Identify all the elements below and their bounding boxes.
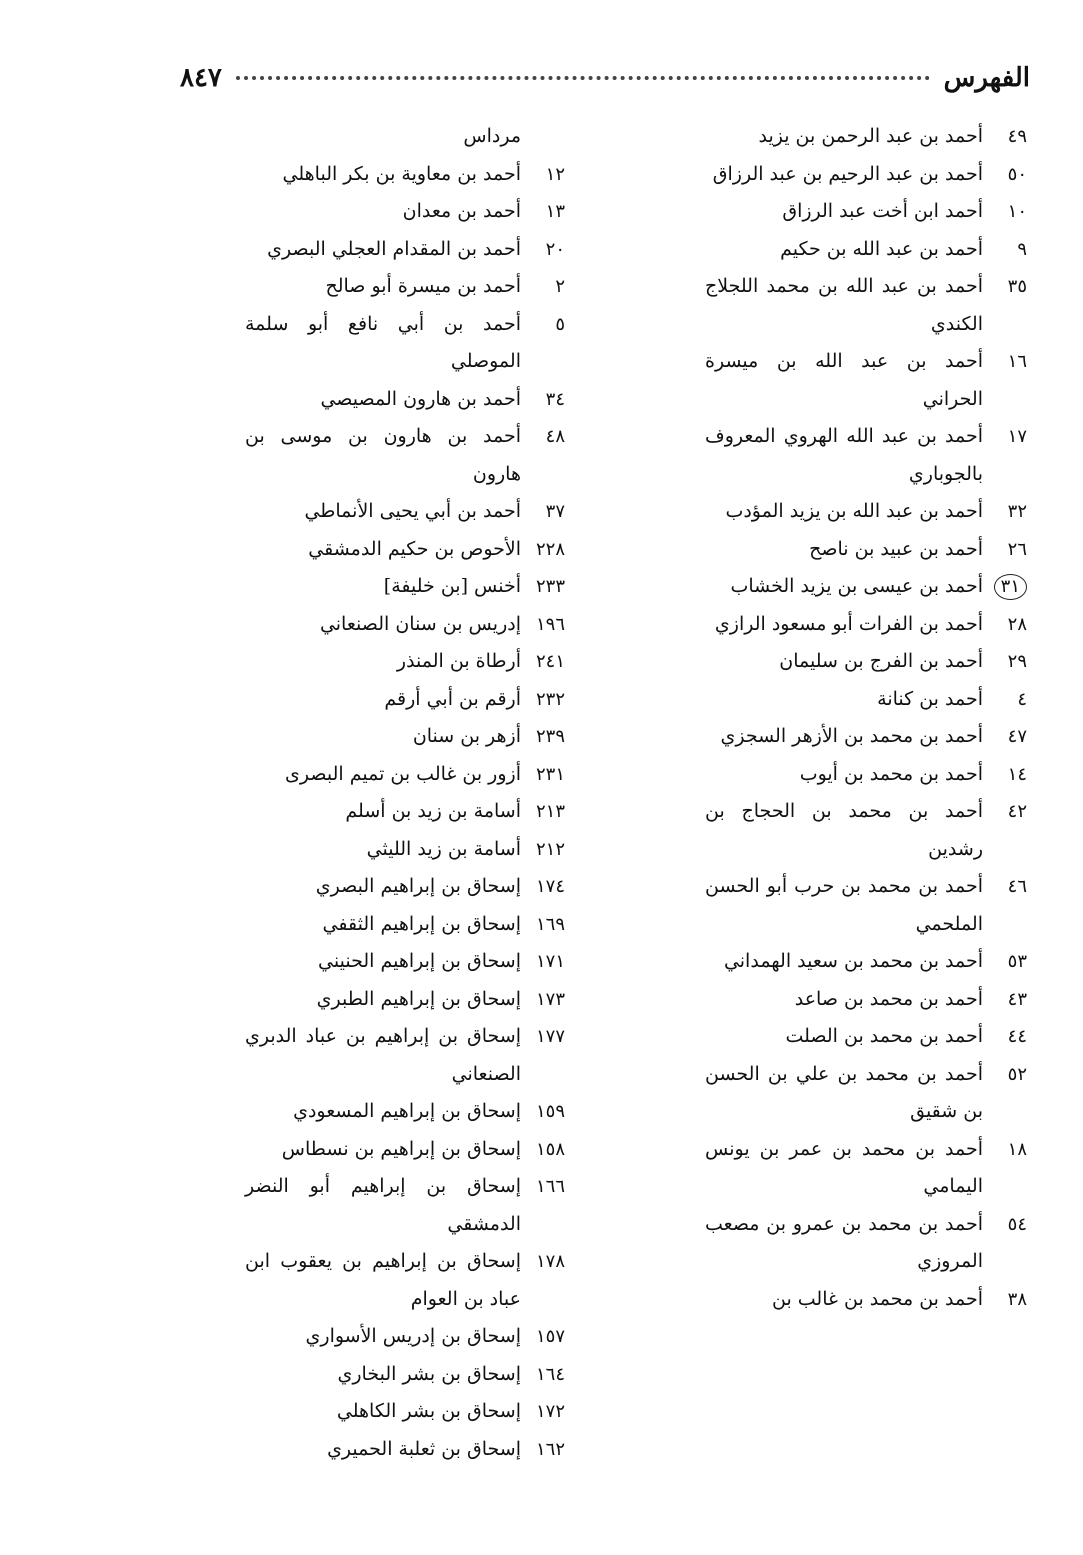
index-entry — [705, 231, 1035, 269]
index-entry — [705, 1281, 1035, 1319]
index-entry — [245, 643, 573, 681]
entry-name: إسحاق بن بشر الكاهلي — [336, 1400, 521, 1422]
index-entry — [245, 1168, 573, 1243]
entry-name: أزهر بن سنان — [412, 725, 521, 747]
page-header — [180, 58, 1030, 98]
entry-number: ١٧٨ — [535, 1251, 565, 1272]
index-entry — [705, 1056, 1035, 1131]
entry-number: ٢٩ — [1007, 651, 1027, 672]
entry-number: ١٥٨ — [535, 1138, 565, 1160]
index-entry — [705, 1018, 1035, 1056]
entry-name: إسحاق بن إدريس الأسواري — [305, 1325, 521, 1347]
entry-name: أحمد بن محمد بن عمرو بن مصعب المروزي — [705, 1212, 983, 1272]
index-entry — [705, 981, 1035, 1019]
entry-number: ٤٦ — [1007, 876, 1027, 897]
entry-number: ١٨ — [1007, 1138, 1027, 1160]
index-entry — [245, 906, 573, 944]
index-column-left — [245, 118, 573, 1468]
index-entry — [245, 718, 573, 756]
entry-number: ١٥٧ — [535, 1326, 565, 1347]
index-entry — [245, 418, 573, 493]
entry-name: أحمد بن معاوية بن بكر الباهلي — [282, 162, 521, 185]
entry-number: ٤٢ — [1007, 801, 1027, 822]
index-entry — [245, 568, 573, 606]
entry-name: أزور بن غالب بن تميم البصرى — [285, 762, 521, 785]
entry-number: ٥٠ — [1007, 163, 1027, 185]
index-entry — [245, 1018, 573, 1093]
entry-name: أحمد بن أبي نافع أبو سلمة الموصلي — [245, 312, 521, 372]
entry-name: أحمد بن محمد بن الصلت — [785, 1025, 983, 1047]
entry-number: ١٦٩ — [535, 913, 565, 935]
entry-number — [983, 568, 1035, 606]
running-title: الفهرس — [943, 63, 1030, 93]
entry-name: إسحاق بن إبراهيم المسعودي — [293, 1100, 521, 1122]
index-entry — [245, 306, 573, 381]
entry-number: ٣٧ — [545, 501, 565, 522]
entry-number: ٢٣٢ — [535, 688, 565, 710]
index-entry — [245, 118, 573, 156]
entry-number: ٥٣ — [1007, 951, 1027, 972]
entry-number: ١٧٣ — [535, 988, 565, 1010]
entry-name: إسحاق بن إبراهيم بن يعقوب ابن عباد بن العوام — [245, 1250, 521, 1310]
entry-number: ٢٣١ — [535, 763, 565, 785]
index-entry — [245, 193, 573, 231]
entry-number: ٢٨ — [1007, 613, 1027, 635]
index-entry — [245, 381, 573, 419]
entry-number: ١٧٤ — [535, 876, 565, 897]
entry-number: ٢٣٩ — [535, 726, 565, 747]
index-entry — [705, 718, 1035, 756]
entry-number: ٣٨ — [1007, 1288, 1027, 1310]
entry-number: ٤٧ — [1007, 726, 1027, 747]
entry-name: أسامة بن زيد بن أسلم — [345, 800, 521, 822]
entry-name: أحمد ابن أخت عبد الرزاق — [782, 200, 983, 222]
entry-name: أحمد بن عبيد بن ناصح — [809, 537, 983, 560]
entry-name: إسحاق بن ثعلبة الحميري — [327, 1437, 521, 1460]
index-entry — [705, 343, 1035, 418]
index-entry — [245, 231, 573, 269]
page-number: ٨٤٧ — [180, 63, 222, 93]
entry-name: أحمد بن عبد الله بن حكيم — [780, 237, 983, 260]
entry-name: أحمد بن محمد بن عمر بن يونس اليمامي — [705, 1137, 983, 1197]
entry-number: ٢١٣ — [535, 801, 565, 822]
index-entry — [705, 1131, 1035, 1206]
entry-name: مرداس — [463, 125, 521, 147]
entry-name: إسحاق بن إبراهيم بن عباد الدبري الصنعاني — [245, 1025, 521, 1085]
index-entry — [245, 1093, 573, 1131]
entry-name: أرقم بن أبي أرقم — [384, 687, 521, 710]
entry-name: أسامة بن زيد الليثي — [366, 837, 521, 860]
entry-name: أحمد بن الفرج بن سليمان — [779, 650, 983, 672]
index-entry — [245, 1243, 573, 1318]
index-entry — [245, 831, 573, 869]
entry-number: ١٦ — [1007, 351, 1027, 372]
index-entry — [705, 418, 1035, 493]
index-column-right — [705, 118, 1035, 1318]
index-entry — [245, 756, 573, 794]
entry-name: إسحاق بن إبراهيم البصري — [315, 875, 521, 897]
entry-name: أحمد بن محمد بن حرب أبو الحسن الملحمي — [705, 875, 983, 935]
entry-name: أحمد بن محمد بن غالب بن — [771, 1287, 983, 1310]
entry-number: ١٦٤ — [535, 1363, 565, 1385]
index-entry — [245, 681, 573, 719]
entry-number: ٢١٢ — [535, 838, 565, 860]
entry-name: أرطاة بن المنذر — [396, 650, 521, 672]
entry-number: ٢٣٣ — [535, 576, 565, 597]
index-entry — [245, 268, 573, 306]
entry-name: أحمد بن محمد بن أيوب — [799, 762, 983, 785]
entry-number: ٣٤ — [545, 388, 565, 410]
entry-name: إسحاق بن إبراهيم الثقفي — [322, 912, 521, 935]
entry-name: أحمد بن معدان — [402, 200, 521, 222]
entry-name: أحمد بن ميسرة أبو صالح — [325, 275, 521, 297]
entry-name: أحمد بن محمد بن الحجاج بن رشدين — [705, 800, 983, 860]
entry-number: ١٦٦ — [535, 1176, 565, 1197]
entry-number: ٥ — [555, 313, 565, 335]
entry-number: ١٩٦ — [535, 613, 565, 635]
index-entry — [245, 1131, 573, 1169]
index-entry — [705, 756, 1035, 794]
entry-name: إسحاق بن إبراهيم الطبري — [316, 987, 521, 1010]
entry-number: ٤٩ — [1007, 126, 1027, 147]
entry-number: ٣٢ — [1007, 501, 1027, 522]
index-entry — [705, 493, 1035, 531]
index-entry — [705, 118, 1035, 156]
entry-number: ٥٢ — [1007, 1063, 1027, 1085]
index-entry — [705, 643, 1035, 681]
index-entry — [245, 1431, 573, 1469]
entry-number: ٤ — [1017, 688, 1027, 710]
entry-name: الأحوص بن حكيم الدمشقي — [308, 537, 521, 560]
entry-name: إسحاق بن إبراهيم أبو النضر الدمشقي — [245, 1175, 521, 1235]
index-entry — [705, 193, 1035, 231]
entry-number: ١٧٢ — [535, 1401, 565, 1422]
index-entry — [705, 531, 1035, 569]
entry-number: ٩ — [1017, 238, 1027, 260]
index-entry — [705, 868, 1035, 943]
entry-name: أحمد بن هارون بن موسى بن هارون — [245, 425, 521, 485]
entry-name: أحمد بن عبد الله بن ميسرة الحراني — [705, 350, 983, 410]
entry-name: أحمد بن عبد الرحمن بن يزيد — [758, 125, 983, 147]
index-entry — [245, 1393, 573, 1431]
entry-name: أحمد بن كنانة — [877, 687, 983, 710]
entry-number: ١٤ — [1007, 763, 1027, 785]
index-entry — [705, 606, 1035, 644]
index-entry — [245, 493, 573, 531]
entry-number: ١٧٧ — [535, 1026, 565, 1047]
index-entry — [705, 943, 1035, 981]
entry-name: إسحاق بن إبراهيم الحنيني — [318, 950, 521, 972]
entry-name: أحمد بن عبد الله الهروي المعروف بالجوباري — [705, 425, 983, 485]
index-entry — [245, 868, 573, 906]
index-entry — [705, 681, 1035, 719]
index-entry — [705, 1206, 1035, 1281]
entry-number: ٢٤١ — [535, 651, 565, 672]
index-entry — [705, 268, 1035, 343]
index-entry — [705, 568, 1035, 606]
entry-number: ٢٠ — [545, 238, 565, 260]
entry-name: أحمد بن محمد بن علي بن الحسن بن شقيق — [705, 1062, 983, 1122]
index-entry — [245, 793, 573, 831]
index-entry — [705, 156, 1035, 194]
entry-name: إسحاق بن إبراهيم بن نسطاس — [281, 1137, 521, 1160]
entry-name: إدريس بن سنان الصنعاني — [319, 612, 521, 635]
index-entry — [245, 943, 573, 981]
entry-name: أحمد بن أبي يحيى الأنماطي — [304, 500, 521, 522]
entry-number: ٣٥ — [1007, 276, 1027, 297]
entry-name: أحمد بن الفرات أبو مسعود الرازي — [714, 612, 983, 635]
index-entry — [705, 793, 1035, 868]
entry-name: أحمد بن عبد الله بن محمد اللجلاج الكندي — [705, 275, 983, 335]
circled-number: ٣١ — [994, 574, 1027, 600]
entry-number: ٢ — [555, 276, 565, 297]
entry-number: ١٧ — [1007, 426, 1027, 447]
index-entry — [245, 1318, 573, 1356]
entry-number: ١٧١ — [535, 951, 565, 972]
entry-number: ٥٤ — [1007, 1213, 1027, 1235]
entry-number: ٤٨ — [545, 426, 565, 447]
entry-name: أحمد بن المقدام العجلي البصري — [267, 237, 521, 260]
entry-name: أحمد بن محمد بن سعيد الهمداني — [723, 950, 983, 972]
entry-number: ١٢ — [545, 163, 565, 185]
entry-number: ٤٣ — [1007, 988, 1027, 1010]
entry-number: ٢٢٨ — [535, 538, 565, 560]
entry-number: ٢٦ — [1007, 538, 1027, 560]
entry-name: أحمد بن هارون المصيصي — [320, 387, 521, 410]
entry-number: ١٥٩ — [535, 1101, 565, 1122]
index-entry — [245, 156, 573, 194]
entry-name: إسحاق بن بشر البخاري — [337, 1362, 521, 1385]
entry-name: أحمد بن عبد الرحيم بن عبد الرزاق — [712, 162, 983, 185]
header-rule — [236, 76, 930, 80]
entry-name: أحمد بن محمد بن الأزهر السجزي — [720, 725, 983, 747]
index-entry — [245, 1356, 573, 1394]
entry-name: أحمد بن عبد الله بن يزيد المؤدب — [725, 500, 983, 522]
entry-number: ١٣ — [545, 201, 565, 222]
entry-number: ١٦٢ — [535, 1438, 565, 1460]
entry-name: أخنس [بن خليفة] — [383, 575, 521, 597]
entry-name: أحمد بن محمد بن صاعد — [794, 987, 983, 1010]
entry-number: ٤٤ — [1007, 1026, 1027, 1047]
entry-number: ١٠ — [1007, 201, 1027, 222]
entry-number — [521, 118, 573, 156]
index-entry — [245, 981, 573, 1019]
entry-name: أحمد بن عيسى بن يزيد الخشاب — [730, 575, 983, 597]
index-entry — [245, 531, 573, 569]
index-entry — [245, 606, 573, 644]
